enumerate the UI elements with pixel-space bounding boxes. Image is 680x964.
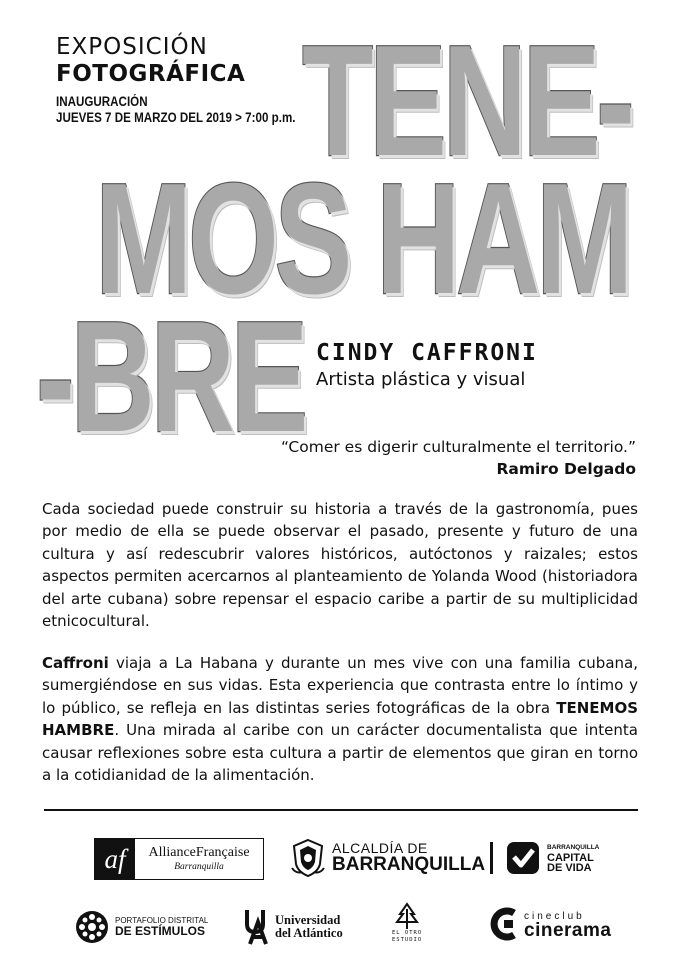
title-line-1: TENE- <box>302 13 631 189</box>
work-title: TENEMOS HAMBRE <box>42 698 638 740</box>
capital-line3: DE VIDA <box>547 862 592 874</box>
alliance-francaise-logo <box>94 838 264 880</box>
af-mark-icon: af <box>95 839 135 879</box>
artist-role: Artista plástica y visual <box>316 369 526 390</box>
body-paragraph-1: Cada sociedad puede construir su historia a través de la gastronomía, pues por medio de ella se puede observar el pasado, presente y futuro de una cultura y así redescubrir valores históricos, autóctonos y raizales; estos aspectos permiten acercarnos al planteamiento de Yolanda Wood (historiadora del arte cubana) sobre repensar el espacio caribe a partir de su multiplicidad etnicocultural. <box>42 500 638 631</box>
alcaldia-line2: BARRANQUILLA <box>332 854 486 875</box>
alcaldia-line1: ALCALDÍA DE <box>332 840 428 856</box>
quote-author: Ramiro Delgado <box>496 460 636 478</box>
film-icon <box>490 907 520 941</box>
capital-mark-icon <box>506 841 540 875</box>
estimulos-line1: PORTAFOLIO DISTRITAL <box>115 916 209 925</box>
cinerama-logo <box>490 904 611 944</box>
artist-name: CINDY CAFFRONI <box>316 340 538 366</box>
title-line-3: -BRE <box>36 289 305 465</box>
elotro-line2: ESTUDIO <box>392 937 423 943</box>
paragraph-2-end: . Una mirada al caribe con un carácter documentalista que intenta causar reflexiones sobre esta cultura a partir de elementos que giran en torno a la cotidianidad de la alimentación. <box>42 721 638 785</box>
title-line-2: MOS HAM <box>95 151 630 327</box>
universidad-atlantico-logo <box>244 907 343 947</box>
photographic-label: FOTOGRÁFICA <box>56 61 246 87</box>
uatl-line1: Universidad <box>275 913 341 927</box>
el-otro-estudio-logo <box>392 902 422 948</box>
artist-block <box>316 340 538 391</box>
alliance-city: Barranquilla <box>174 862 224 872</box>
cinerama-line2: cinerama <box>524 920 612 941</box>
flower-icon <box>74 909 110 945</box>
ua-monogram-icon <box>244 908 272 946</box>
alcaldia-logo <box>290 836 485 880</box>
body-paragraph-2 <box>42 652 638 786</box>
quote-text: “Comer es digerir culturalmente el territorio.” <box>280 438 636 456</box>
artist-surname: Caffroni <box>42 654 109 672</box>
estimulos-line2: DE ESTÍMULOS <box>115 924 206 938</box>
divider <box>44 809 638 811</box>
inauguration-date: JUEVES 7 DE MARZO DEL 2019 > 7:00 p.m. <box>56 110 296 125</box>
paragraph-2-text: viaja a La Habana y durante un mes vive con una familia cubana, sumergiéndose en sus vidas. Esta experiencia que contrasta entre lo íntimo y lo público, se refleja en las distintas series fotográficas de la obra <box>42 654 638 717</box>
capital-line2: CAPITAL <box>547 852 594 864</box>
uatl-line2: del Atlántico <box>275 926 343 940</box>
inauguration-info <box>56 94 295 126</box>
exhibition-header <box>56 34 334 126</box>
exhibition-label: EXPOSICIÓN <box>56 34 208 60</box>
quote <box>281 436 636 480</box>
elotro-line1: EL OTRO <box>392 930 423 936</box>
estimulos-logo <box>74 907 208 947</box>
alliance-name: AllianceFrançaise <box>148 845 250 860</box>
capital-de-vida-logo <box>506 838 599 878</box>
tree-icon <box>394 902 420 930</box>
cinerama-line1: cineclub <box>524 911 585 922</box>
capital-line1: BARRANQUILLA <box>547 844 600 851</box>
logo-separator <box>490 842 493 874</box>
coat-of-arms-icon <box>290 838 326 878</box>
inauguration-label: INAUGURACIÓN <box>56 94 148 109</box>
